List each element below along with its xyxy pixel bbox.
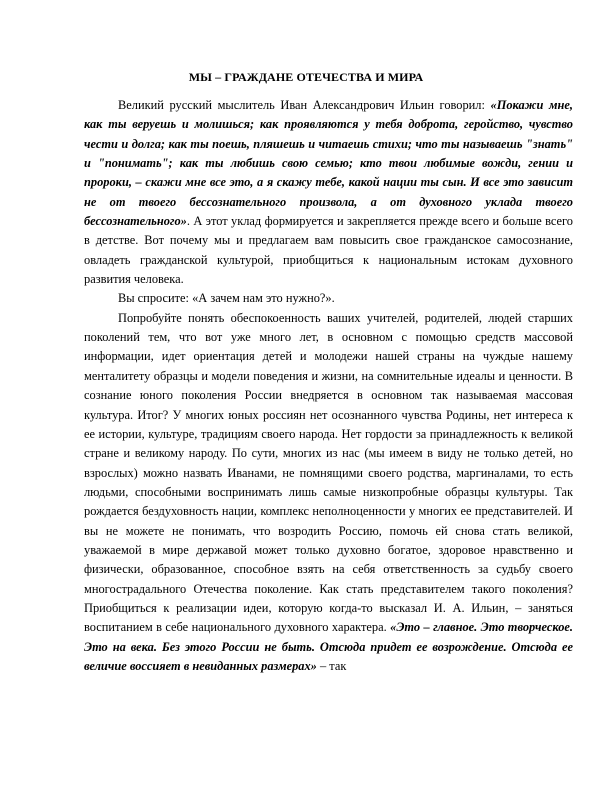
paragraph-ilyin-quote (84, 96, 573, 289)
paragraph-main-tail: – так (316, 658, 347, 673)
paragraph-main-text: Попробуйте понять обеспокоенность ваших учителей, родителей, людей старших поколений тем, что вот уже много лет, в основном с помощью средств массовой информации, идет ориентация детей и молодежи нашей страны на чуждые нашему менталитету образцы и модели поведения и жизни, на сомнительные идеалы и ценности. В сознание юного поколения России внедряется в основном так называемая массовая культура. Итог? У многих юных россиян нет осознанного чувства Родины, нет интереса к ее истории, культуре, традициям своего народа. Нет гордости за принадлежность к великой стране и великому народу. По сути, многих из нас (мы имеем в виду не только детей, но взрослых) можно назвать Иванами, не помнящими своего родства, маргиналами, то есть людьми, способными воспринимать лишь самые низкопробные образцы культуры. Так рождается бездуховность нации, комплекс неполноценности у многих ее представителей. И вы не можете не понимать, что возродить Россию, помочь ей снова стать великой, уважаемой в мире державой может только духовно богатое, здоровое нравственно и физически, образованное, способное взять на себя ответственность за судьбу своего многострадального Отечества поколение. Как стать представителем такого поколения? Приобщиться к реализации идеи, которую когда-то высказал И. А. Ильин, – заняться воспитанием в себе национального духовного характера. (84, 310, 573, 635)
paragraph-question: Вы спросите: «А зачем нам это нужно?». (118, 291, 335, 306)
document-title: МЫ – ГРАЖДАНЕ ОТЕЧЕСТВА И МИРА (188, 70, 424, 84)
paragraph-rest-text: . А этот уклад формируется и закрепляется прежде всего и больше всего в детстве. Вот почему мы и предлагаем вам повысить свое гражданское самосознание, овладеть гражданской культурой, приобщиться к национальным истокам духовного развития человека. (84, 214, 573, 287)
document-body (84, 96, 573, 676)
paragraph-intro-text: Великий русский мыслитель Иван Александрович Ильин говорил: (118, 98, 491, 112)
paragraph-main (84, 309, 573, 677)
ilyin-quote: «Покажи мне, как ты веруешь и молишься; как проявляются у тебя доброта, геройство, чувство чести и долга; как ты поешь, пляшешь и читаешь стихи; что ты называешь "знать" и "понимать"; как ты любишь свою семью; кто твои любимые вожди, гении и пророки, – скажи мне все это, а я скажу тебе, какой нации ты сын. И все это зависит не от твоего бессознательного произвола, а от духовного уклада твоего бессознательного» (84, 98, 573, 229)
ilyin-quote-2: «Это – главное. Это творческое. Это на века. Без этого России не быть. Отсюда придет ее возрождение. Отсюда ее величие воссияет в невиданных размерах» (84, 620, 573, 673)
